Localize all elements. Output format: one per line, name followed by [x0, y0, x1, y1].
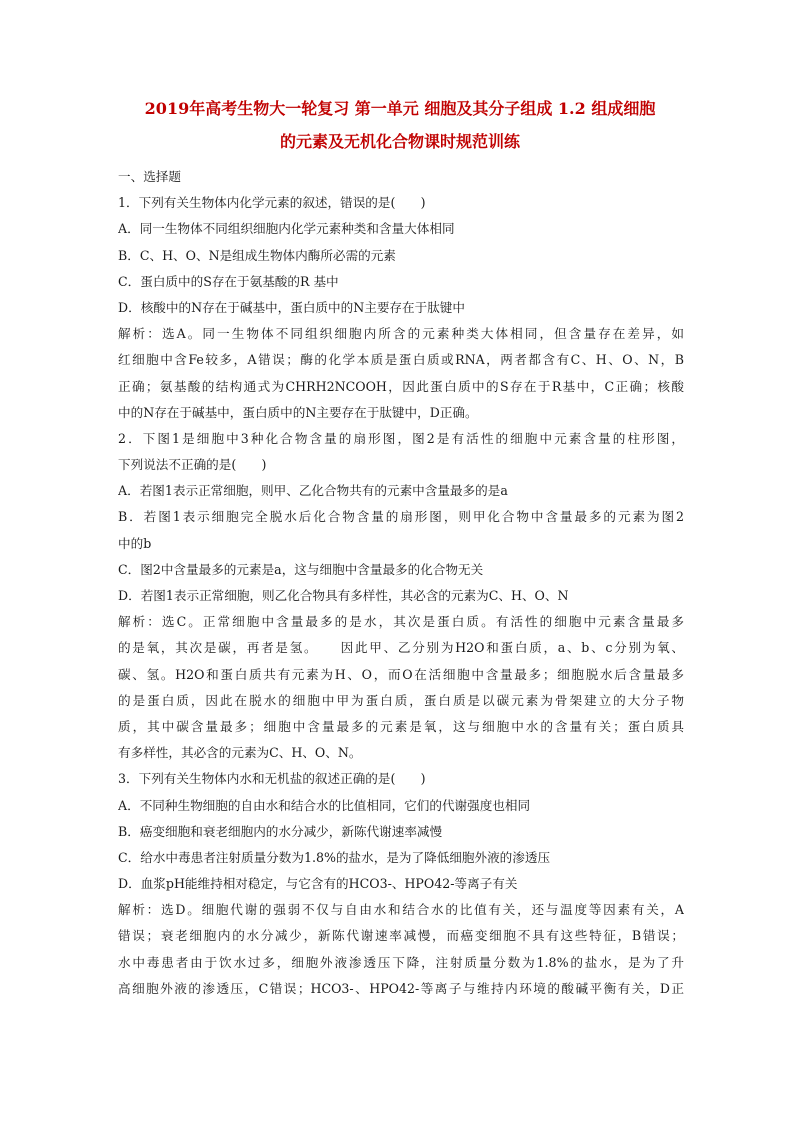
question-1-stem: 1．下列有关生物体内化学元素的叙述，错误的是( ) — [118, 195, 426, 211]
question-1-analysis-line: 红细胞中含Fe较多，A错误；酶的化学本质是蛋白质或RNA，两者都含有C、H、O、N，B — [118, 352, 684, 368]
question-2-option-d: D．若图1表示正常细胞，则乙化合物具有多样性，其必含的元素为C、H、O、N — [118, 588, 569, 603]
question-3-stem: 3．下列有关生物体内水和无机盐的叙述正确的是( ) — [118, 771, 426, 787]
question-2-option-c: C．图2中含量最多的元素是a，这与细胞中含量最多的化合物无关 — [118, 561, 484, 577]
question-3-option-b: B．癌变细胞和衰老细胞内的水分减少，新陈代谢速率减慢 — [118, 823, 443, 839]
question-1-option-a: A．同一生物体不同组织细胞内化学元素种类和含量大体相同 — [118, 221, 455, 237]
question-1-option-d: D．核酸中的N存在于碱基中，蛋白质中的N主要存在于肽键中 — [118, 299, 465, 315]
question-3-option-a: A．不同种生物细胞的自由水和结合水的比值相同，它们的代谢强度也相同 — [118, 797, 531, 813]
question-1-option-b: B．C、H、O、N是组成生物体内酶所必需的元素 — [118, 247, 396, 263]
document-body — [118, 164, 684, 1002]
question-1-analysis-line: 解析：选A。同一生物体不同组织细胞内所含的元素种类大体相同，但含量存在差异，如 — [118, 326, 684, 342]
question-2-option-a: A．若图1表示正常细胞，则甲、乙化合物共有的元素中含量最多的是a — [118, 483, 508, 499]
question-2-stem: 2．下图1是细胞中3种化合物含量的扇形图，图2是有活性的细胞中元素含量的柱形图， — [118, 430, 684, 446]
question-1-analysis-line: 中的N存在于碱基中，蛋白质中的N主要存在于肽键中，D正确。 — [118, 404, 478, 420]
question-2-analysis-line: 的是氧，其次是碳，再者是氢。 因此甲、乙分别为H2O和蛋白质，a、b、c分别为氧、 — [118, 640, 684, 656]
question-2-option-b: 中的b — [118, 535, 152, 551]
question-3-option-c: C．给水中毒患者注射质量分数为1.8%的盐水，是为了降低细胞外液的渗透压 — [118, 849, 551, 865]
question-2-analysis-line: 碳、氢。H2O和蛋白质共有元素为H、O，而O在活细胞中含量最多；细胞脱水后含量最多 — [118, 666, 684, 682]
question-3-analysis-line: 高细胞外液的渗透压，C错误；HCO3-、HPO42-等离子与维持内环境的酸碱平衡有关，D正 — [118, 980, 684, 996]
question-2-analysis-line: 的是蛋白质，因此在脱水的细胞中甲为蛋白质，蛋白质是以碳元素为骨架建立的大分子物 — [118, 692, 684, 708]
question-1-analysis-line: 正确；氨基酸的结构通式为CHRH2NCOOH，因此蛋白质中的S存在于R基中，C正确；核酸 — [118, 378, 684, 394]
question-2-analysis-line: 解析：选C。正常细胞中含量最多的是水，其次是蛋白质。有活性的细胞中元素含量最多 — [118, 614, 684, 630]
question-3-analysis-line: 解析：选D。细胞代谢的强弱不仅与自由水和结合水的比值有关，还与温度等因素有关，A — [118, 902, 684, 918]
title-line-1: 2019年高考生物大一轮复习 第一单元 细胞及其分子组成 1.2 组成细胞 — [144, 99, 656, 118]
question-2-option-b: B．若图1表示细胞完全脱水后化合物含量的扇形图，则甲化合物中含量最多的元素为图2 — [118, 509, 684, 525]
question-2-analysis-line: 有多样性，其必含的元素为C、H、O、N。 — [118, 745, 362, 761]
question-3-analysis-line: 错误；衰老细胞内的水分减少，新陈代谢速率减慢，而癌变细胞不具有这些特征，B错误； — [118, 928, 684, 944]
section-heading: 一、选择题 — [118, 169, 181, 184]
page-title — [110, 92, 690, 158]
question-1-option-c: C．蛋白质中的S存在于氨基酸的R 基中 — [118, 273, 339, 289]
question-3-analysis-line: 水中毒患者由于饮水过多，细胞外液渗透压下降，注射质量分数为1.8%的盐水，是为了升 — [118, 954, 684, 970]
title-line-2: 的元素及无机化合物课时规范训练 — [279, 132, 520, 151]
question-2-analysis-line: 质，其中碳含量最多；细胞中含量最多的元素是氧，这与细胞中水的含量有关；蛋白质具 — [118, 718, 684, 734]
question-3-option-d: D．血浆pH能维持相对稳定，与它含有的HCO3-、HPO42-等离子有关 — [118, 876, 518, 892]
question-2-stem: 下列说法不正确的是( ) — [118, 457, 267, 473]
